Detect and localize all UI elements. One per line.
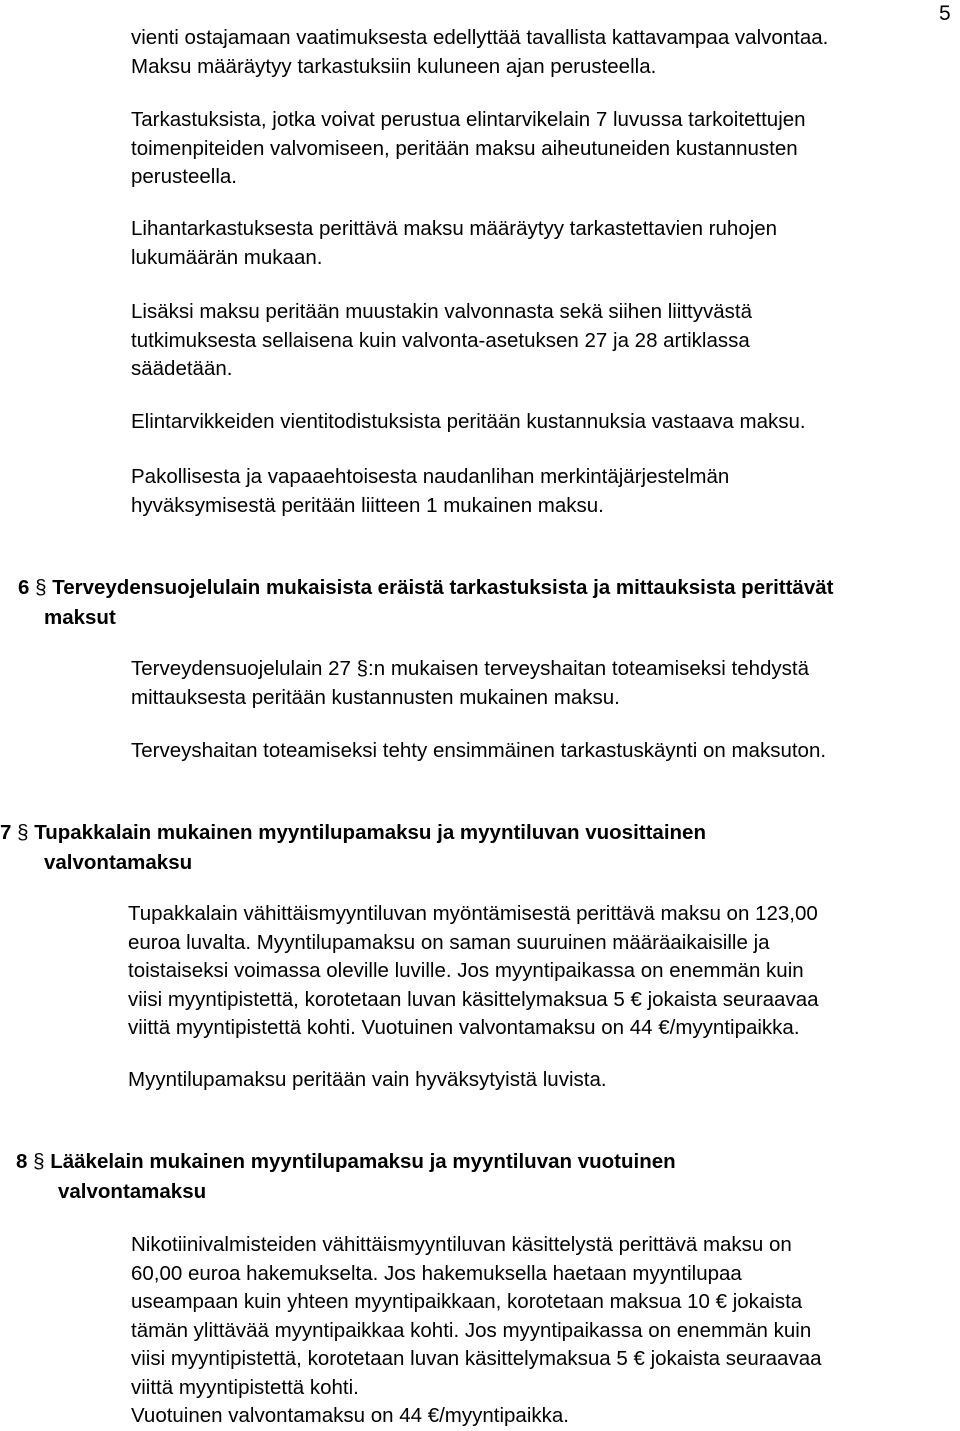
section-number: 6 <box>18 576 30 599</box>
text-line: viisi myyntipistettä, korotetaan luvan käsittelymaksua 5 € jokaista seuraavaa <box>128 987 819 1011</box>
text-line: Terveyshaitan toteamiseksi tehty ensimmäinen tarkastuskäynti on maksuton. <box>131 739 827 762</box>
text-line: euroa luvalta. Myyntilupamaksu on saman suuruinen määräaikaisille ja <box>128 930 770 954</box>
section-symbol: § <box>17 821 29 844</box>
text-line: 60,00 euroa hakemukselta. Jos hakemuksella haetaan myyntilupaa <box>131 1261 742 1285</box>
text-line: Lihantarkastuksesta perittävä maksu määräytyy tarkastettavien ruhojen <box>131 217 778 240</box>
section-title: Terveydensuojelulain mukaisista eräistä tarkastuksista ja mittauksista perittävät <box>52 576 834 599</box>
text-line: viittä myyntipistettä kohti. Vuotuinen valvontamaksu on 44 €/myyntipaikka. <box>128 1016 800 1039</box>
text-line: tämän ylittävää myyntipaikkaa kohti. Jos myyntipaikassa on enemmän kuin <box>131 1318 812 1342</box>
paragraph-export-certificates <box>131 408 806 437</box>
text-line: tutkimuksesta sellaisena kuin valvonta-asetuksen 27 ja 28 artiklassa <box>131 328 750 352</box>
section-symbol: § <box>33 1150 45 1173</box>
paragraph-other-control <box>131 298 752 384</box>
heading-line <box>18 573 833 603</box>
section-number: 8 <box>16 1150 28 1173</box>
text-line: Nikotiinivalmisteiden vähittäismyyntiluvan käsittelystä perittävä maksu on <box>131 1233 792 1256</box>
section-number: 7 <box>0 821 12 844</box>
heading-line: valvontamaksu <box>44 851 193 874</box>
text-line: viisi myyntipistettä, korotetaan luvan käsittelymaksua 5 € jokaista seuraavaa <box>131 1347 822 1370</box>
text-line: Terveydensuojelulain 27 §:n mukaisen terveyshaitan toteamiseksi tehdystä <box>131 657 810 680</box>
paragraph-meat-inspection <box>131 215 777 272</box>
paragraph-inspections <box>131 106 806 192</box>
text-line: toistaiseksi voimassa oleville luville. Jos myyntipaikassa on enemmän kuin <box>128 959 804 982</box>
section-7-paragraph-2 <box>128 1066 607 1095</box>
heading-line: maksut <box>44 606 116 629</box>
text-line: Myyntilupamaksu peritään vain hyväksytyistä luvista. <box>128 1068 607 1091</box>
text-line: lukumäärän mukaan. <box>131 245 323 269</box>
text-line: useampaan kuin yhteen myyntipaikkaan, korotetaan maksua 10 € jokaista <box>131 1290 803 1313</box>
text-line: perusteella. <box>131 165 237 188</box>
section-7-paragraph-1 <box>128 900 819 1043</box>
text-line: säädetään. <box>131 357 233 380</box>
section-symbol: § <box>35 576 47 599</box>
section-title: Tupakkalain mukainen myyntilupamaksu ja myyntiluvan vuosittainen <box>34 821 706 844</box>
section-heading-6 <box>18 573 833 633</box>
text-line: mittauksesta peritään kustannusten mukainen maksu. <box>131 685 620 709</box>
section-6-paragraph-2 <box>131 737 826 766</box>
text-line: Lisäksi maksu peritään muustakin valvonnasta sekä siihen liittyvästä <box>131 300 752 323</box>
text-line: viittä myyntipistettä kohti. <box>131 1375 359 1399</box>
section-heading-8 <box>16 1147 676 1207</box>
heading-line <box>16 1147 676 1177</box>
paragraph-beef-labelling <box>131 463 729 520</box>
paragraph-export-control <box>131 24 828 81</box>
text-line: Tarkastuksista, jotka voivat perustua elintarvikelain 7 luvussa tarkoitettujen <box>131 108 806 131</box>
text-line: vienti ostajamaan vaatimuksesta edellyttää tavallista kattavampaa valvontaa. <box>131 26 829 49</box>
text-line: hyväksymisestä peritään liitteen 1 mukainen maksu. <box>131 493 604 517</box>
heading-line: valvontamaksu <box>58 1180 207 1203</box>
text-line: Tupakkalain vähittäismyyntiluvan myöntämisestä perittävä maksu on 123,00 <box>128 902 818 925</box>
heading-line <box>0 818 706 848</box>
page-number: 5 <box>939 2 951 25</box>
section-6-paragraph-1 <box>131 655 809 712</box>
text-line: Vuotuinen valvontamaksu on 44 €/myyntipaikka. <box>131 1404 569 1427</box>
text-line: Pakollisesta ja vapaaehtoisesta naudanlihan merkintäjärjestelmän <box>131 465 730 488</box>
text-line: Maksu määräytyy tarkastuksiin kuluneen ajan perusteella. <box>131 54 657 78</box>
section-8-paragraph-1 <box>131 1231 822 1431</box>
text-line: Elintarvikkeiden vientitodistuksista peritään kustannuksia vastaava maksu. <box>131 410 806 433</box>
section-heading-7 <box>0 818 706 878</box>
section-title: Lääkelain mukainen myyntilupamaksu ja myyntiluvan vuotuinen <box>50 1150 676 1173</box>
text-line: toimenpiteiden valvomiseen, peritään maksu aiheutuneiden kustannusten <box>131 136 798 160</box>
